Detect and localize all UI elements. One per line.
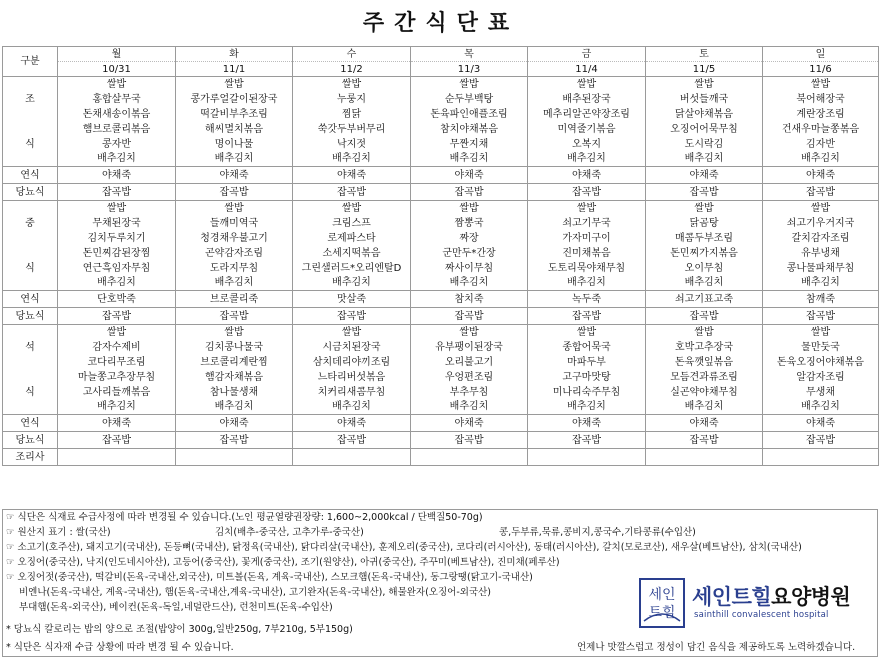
- lunch-label: [3, 246, 58, 261]
- hospital-name-main: 세인트힐: [692, 585, 772, 609]
- breakfast-dish: 쌀밥: [176, 77, 293, 92]
- lunch-dish: 배추김치: [58, 276, 176, 291]
- dinner-soft-item: 야채죽: [411, 415, 528, 432]
- breakfast-dish: 배추김치: [411, 152, 528, 167]
- date-header: 11/6: [763, 62, 879, 77]
- dinner-dish: 모듬견과류조림: [646, 370, 763, 385]
- breakfast-soft-item: 야채죽: [176, 167, 293, 184]
- lunch-dish: 쇠고기무국: [528, 216, 646, 231]
- lunch-soft-label: 연식: [3, 291, 58, 308]
- cook-signature-cell: [763, 449, 879, 466]
- logo-mark-top: 세인: [648, 587, 676, 603]
- breakfast-dish: 오복지: [528, 137, 646, 152]
- breakfast-diabetic-label: 당뇨식: [3, 184, 58, 201]
- breakfast-dish: 배추김치: [528, 152, 646, 167]
- lunch-diabetic-item: 잡곡밥: [411, 308, 528, 325]
- lunch-dish: 그린샐러드*오리엔탈D: [293, 261, 411, 276]
- dinner-dish: 실곤약야채무침: [646, 385, 763, 400]
- breakfast-dish: 무짠지채: [411, 137, 528, 152]
- breakfast-dish: 쌀밥: [763, 77, 879, 92]
- cook-signature-cell: [176, 449, 293, 466]
- lunch-soft-item: 참치죽: [411, 291, 528, 308]
- breakfast-dish: 메추리알곤약장조림: [528, 107, 646, 122]
- day-header: 토: [646, 47, 763, 62]
- breakfast-diabetic-item: 잡곡밥: [763, 184, 879, 201]
- breakfast-dish: 건새우마늘쫑볶음: [763, 122, 879, 137]
- lunch-dish: 쌀밥: [646, 201, 763, 216]
- breakfast-label: [3, 107, 58, 122]
- lunch-dish: 도라지무침: [176, 261, 293, 276]
- breakfast-dish: 북어해장국: [763, 92, 879, 107]
- note-origin-meat: ☞ 소고기(호주산), 돼지고기(국내산), 돈등뼈(국내산), 닭정육(국내산), 닭다리살(국내산), 훈제오리(중국산), 코다리(러시아산), 동태(러시아산), 갈치(모로코산), 새우살(베트남산), 삼치(국내산): [6, 542, 802, 553]
- breakfast-diabetic-row: [3, 184, 879, 201]
- breakfast-dish: 김자반: [763, 137, 879, 152]
- date-header: 11/2: [293, 62, 411, 77]
- dinner-dish: 부추무침: [411, 385, 528, 400]
- note-origin-processed-1: ☞ 오징어젓(중국산), 떡갈비(돈육-국내산,외국산), 미트볼(돈육, 계육-국내산), 스모크햄(돈육-국내산), 동그랑땡(닭고기-국내산): [6, 572, 533, 583]
- lunch-dish: 배추김치: [293, 276, 411, 291]
- breakfast-dish: 해씨멸치볶음: [176, 122, 293, 137]
- dinner-diabetic-row: [3, 432, 879, 449]
- dinner-row: [3, 325, 879, 340]
- lunch-dish: 군만두*간장: [411, 246, 528, 261]
- lunch-dish: 쇠고기우거지국: [763, 216, 879, 231]
- breakfast-diabetic-item: 잡곡밥: [411, 184, 528, 201]
- lunch-dish: 배추김치: [763, 276, 879, 291]
- lunch-dish: 배추김치: [528, 276, 646, 291]
- day-header: 금: [528, 47, 646, 62]
- dinner-dish: 치커리새콤무침: [293, 385, 411, 400]
- breakfast-soft-item: 야채죽: [411, 167, 528, 184]
- lunch-dish: 돈민찌가지볶음: [646, 246, 763, 261]
- breakfast-dish: 돈채새송이볶음: [58, 107, 176, 122]
- dinner-label: [3, 355, 58, 370]
- dinner-dish: 배추김치: [58, 400, 176, 415]
- dinner-dish: 쌀밥: [293, 325, 411, 340]
- note-diabetic-calorie: * 당뇨식 칼로리는 밥의 양으로 조절(밥양이 300g,일반250g, 7부210g, 5부150g): [6, 624, 353, 635]
- dinner-dish: 배추김치: [176, 400, 293, 415]
- hospital-logo-mark-icon: [638, 577, 686, 629]
- dinner-dish: 시금치된장국: [293, 340, 411, 355]
- dinner-row: [3, 385, 879, 400]
- day-row: [3, 47, 879, 62]
- breakfast-dish: 홍합살무국: [58, 92, 176, 107]
- dinner-dish: 쌀밥: [176, 325, 293, 340]
- dinner-soft-item: 야채죽: [58, 415, 176, 432]
- breakfast-dish: 명이나물: [176, 137, 293, 152]
- breakfast-dish: 찜닭: [293, 107, 411, 122]
- dinner-dish: 돈육깻잎볶음: [646, 355, 763, 370]
- breakfast-dish: 도시락김: [646, 137, 763, 152]
- dinner-dish: 마파두부: [528, 355, 646, 370]
- day-header: 수: [293, 47, 411, 62]
- breakfast-row: [3, 137, 879, 152]
- lunch-soft-item: 녹두죽: [528, 291, 646, 308]
- day-header: 월: [58, 47, 176, 62]
- breakfast-soft-row: [3, 167, 879, 184]
- lunch-label: [3, 231, 58, 246]
- breakfast-dish: 쑥갓두부버무리: [293, 122, 411, 137]
- dinner-dish: 삼치데리야끼조림: [293, 355, 411, 370]
- lunch-row: [3, 231, 879, 246]
- breakfast-label: 조: [3, 92, 58, 107]
- lunch-dish: 로제파스타: [293, 231, 411, 246]
- lunch-dish: 갈치감자조림: [763, 231, 879, 246]
- dinner-label: [3, 325, 58, 340]
- dinner-dish: 우엉편조림: [411, 370, 528, 385]
- lunch-dish: 연근흑임자무침: [58, 261, 176, 276]
- dinner-diabetic-item: 잡곡밥: [646, 432, 763, 449]
- lunch-dish: 배추김치: [646, 276, 763, 291]
- lunch-label: 식: [3, 261, 58, 276]
- cook-label: 조리사: [3, 449, 58, 466]
- lunch-dish: 쌀밥: [528, 201, 646, 216]
- dinner-soft-item: 야채죽: [763, 415, 879, 432]
- dinner-dish: 햄감자채볶음: [176, 370, 293, 385]
- lunch-label: 중: [3, 216, 58, 231]
- dinner-dish: 고사리들깨볶음: [58, 385, 176, 400]
- dinner-dish: 무생채: [763, 385, 879, 400]
- note-supply-change: * 식단은 식자재 수급 상황에 따라 변경 될 수 있습니다.: [6, 642, 234, 653]
- breakfast-dish: 버섯들깨국: [646, 92, 763, 107]
- lunch-diabetic-row: [3, 308, 879, 325]
- breakfast-soft-label: 연식: [3, 167, 58, 184]
- breakfast-dish: 계란장조림: [763, 107, 879, 122]
- lunch-soft-item: 쇠고기표고죽: [646, 291, 763, 308]
- breakfast-diabetic-item: 잡곡밥: [646, 184, 763, 201]
- dinner-row: [3, 355, 879, 370]
- dinner-dish: 물만둣국: [763, 340, 879, 355]
- dinner-diabetic-item: 잡곡밥: [763, 432, 879, 449]
- lunch-dish: 유부냉채: [763, 246, 879, 261]
- lunch-dish: 도토리묵야채무침: [528, 261, 646, 276]
- dinner-soft-label: 연식: [3, 415, 58, 432]
- breakfast-row: [3, 107, 879, 122]
- day-header: 화: [176, 47, 293, 62]
- breakfast-dish: 콩가루얼갈이된장국: [176, 92, 293, 107]
- breakfast-dish: 누룽지: [293, 92, 411, 107]
- dinner-diabetic-label: 당뇨식: [3, 432, 58, 449]
- dinner-dish: 김치콩나물국: [176, 340, 293, 355]
- lunch-diabetic-item: 잡곡밥: [646, 308, 763, 325]
- lunch-dish: 곤약감자조림: [176, 246, 293, 261]
- cook-signature-cell: [528, 449, 646, 466]
- dinner-row: [3, 340, 879, 355]
- breakfast-row: [3, 77, 879, 92]
- dinner-label: 식: [3, 385, 58, 400]
- page-title: 주간식단표: [362, 11, 520, 36]
- breakfast-label: [3, 152, 58, 167]
- lunch-dish: 짜장: [411, 231, 528, 246]
- dinner-row: [3, 370, 879, 385]
- breakfast-diabetic-item: 잡곡밥: [528, 184, 646, 201]
- note-origin-processed-2: 비엔나(돈육-국내산, 계육-국내산), 햄(돈육-국내산,계육-국내산), 고기완자(돈육-국내산), 해물완자(오징어-외국산): [19, 587, 492, 598]
- note-origin-processed-3: 부대햄(돈육-외국산), 베이컨(돈육-독일,네덜란드산), 런천미트(돈육-수입산): [19, 602, 333, 613]
- day-header: 일: [763, 47, 879, 62]
- breakfast-diabetic-item: 잡곡밥: [58, 184, 176, 201]
- dinner-dish: 쌀밥: [763, 325, 879, 340]
- lunch-soft-row: [3, 291, 879, 308]
- lunch-dish: 짬뽕국: [411, 216, 528, 231]
- date-header: 11/5: [646, 62, 763, 77]
- lunch-row: [3, 261, 879, 276]
- lunch-dish: 크림스프: [293, 216, 411, 231]
- dinner-label: [3, 400, 58, 415]
- lunch-dish: 김치두루치기: [58, 231, 176, 246]
- breakfast-soft-item: 야채죽: [293, 167, 411, 184]
- breakfast-dish: 배추김치: [176, 152, 293, 167]
- dinner-label: [3, 370, 58, 385]
- lunch-dish: 배추김치: [176, 276, 293, 291]
- dinner-dish: 배추김치: [646, 400, 763, 415]
- dinner-soft-item: 야채죽: [646, 415, 763, 432]
- lunch-soft-item: 맛살죽: [293, 291, 411, 308]
- category-header: 구분: [3, 47, 58, 77]
- dinner-dish: 쌀밥: [411, 325, 528, 340]
- dinner-dish: 유부팽이된장국: [411, 340, 528, 355]
- lunch-dish: 가자미구이: [528, 231, 646, 246]
- breakfast-dish: 참치야채볶음: [411, 122, 528, 137]
- lunch-dish: 콩나물파채무침: [763, 261, 879, 276]
- date-header: 11/3: [411, 62, 528, 77]
- breakfast-dish: 배추김치: [763, 152, 879, 167]
- dinner-soft-item: 야채죽: [528, 415, 646, 432]
- cook-signature-cell: [411, 449, 528, 466]
- dinner-dish: 배추김치: [763, 400, 879, 415]
- breakfast-dish: 배추김치: [58, 152, 176, 167]
- dinner-row: [3, 400, 879, 415]
- lunch-soft-item: 브로콜리죽: [176, 291, 293, 308]
- breakfast-soft-item: 야채죽: [763, 167, 879, 184]
- dinner-dish: 감자수제비: [58, 340, 176, 355]
- note-origin-rice: ☞ 원산지 표기 : 쌀(국산): [6, 527, 111, 538]
- dinner-dish: 호박고추장국: [646, 340, 763, 355]
- lunch-diabetic-item: 잡곡밥: [528, 308, 646, 325]
- breakfast-row: [3, 152, 879, 167]
- dinner-soft-item: 야채죽: [293, 415, 411, 432]
- breakfast-dish: 배추김치: [293, 152, 411, 167]
- lunch-diabetic-label: 당뇨식: [3, 308, 58, 325]
- lunch-dish: 매콤두부조림: [646, 231, 763, 246]
- dinner-soft-item: 야채죽: [176, 415, 293, 432]
- dinner-diabetic-item: 잡곡밥: [528, 432, 646, 449]
- note-meal-change: ☞ 식단은 식재료 수급사정에 따라 변경될 수 있습니다.(노인 평균열량권장량: 1,600~2,000kcal / 단백질50-70g): [6, 512, 483, 523]
- breakfast-soft-item: 야채죽: [528, 167, 646, 184]
- hospital-name-suffix: 요양병원: [771, 585, 851, 609]
- dinner-dish: 브로콜리계란찜: [176, 355, 293, 370]
- dinner-diabetic-item: 잡곡밥: [176, 432, 293, 449]
- breakfast-dish: 쌀밥: [293, 77, 411, 92]
- lunch-dish: 쌀밥: [293, 201, 411, 216]
- dinner-dish: 느타리버섯볶음: [293, 370, 411, 385]
- dinner-dish: 쌀밥: [646, 325, 763, 340]
- date-header: 11/4: [528, 62, 646, 77]
- dinner-dish: 코다리무조림: [58, 355, 176, 370]
- breakfast-dish: 콩자반: [58, 137, 176, 152]
- breakfast-diabetic-item: 잡곡밥: [176, 184, 293, 201]
- dinner-dish: 쌀밥: [528, 325, 646, 340]
- breakfast-row: [3, 92, 879, 107]
- logo-mark-bottom: 트힐: [648, 605, 676, 621]
- lunch-soft-item: 단호박죽: [58, 291, 176, 308]
- dinner-dish: 고구마맛탕: [528, 370, 646, 385]
- dinner-soft-row: [3, 415, 879, 432]
- day-header: 목: [411, 47, 528, 62]
- breakfast-dish: 햄브로콜리볶음: [58, 122, 176, 137]
- lunch-dish: 쌀밥: [411, 201, 528, 216]
- cook-signature-cell: [646, 449, 763, 466]
- dinner-dish: 종합어묵국: [528, 340, 646, 355]
- lunch-dish: 들깨미역국: [176, 216, 293, 231]
- note-origin-kimchi: 김치(배추-중국산, 고추가루-중국산): [215, 527, 364, 538]
- dinner-dish: 마늘쫑고추장무침: [58, 370, 176, 385]
- lunch-row: [3, 246, 879, 261]
- hospital-logo: [638, 577, 878, 629]
- note-origin-seafood: ☞ 오징어(중국산), 낙지(인도네시아산), 고등어(중국산), 꽃게(중국산), 조기(원양산), 아귀(중국산), 주꾸미(베트남산), 진미채(페루산): [6, 557, 560, 568]
- breakfast-dish: 미역줄기볶음: [528, 122, 646, 137]
- breakfast-diabetic-item: 잡곡밥: [293, 184, 411, 201]
- breakfast-dish: 순두부백탕: [411, 92, 528, 107]
- lunch-dish: 돈민찌감된장찜: [58, 246, 176, 261]
- lunch-dish: 오이무침: [646, 261, 763, 276]
- dinner-dish: 쌀밥: [58, 325, 176, 340]
- breakfast-dish: 쌀밥: [528, 77, 646, 92]
- dinner-dish: 참나물생채: [176, 385, 293, 400]
- date-header: 10/31: [58, 62, 176, 77]
- lunch-dish: 쌀밥: [176, 201, 293, 216]
- breakfast-dish: 닭살야채볶음: [646, 107, 763, 122]
- lunch-diabetic-item: 잡곡밥: [293, 308, 411, 325]
- lunch-diabetic-item: 잡곡밥: [763, 308, 879, 325]
- lunch-dish: 짜사이무침: [411, 261, 528, 276]
- lunch-diabetic-item: 잡곡밥: [58, 308, 176, 325]
- hospital-english-name: sainthill convalescent hospital: [694, 610, 829, 620]
- breakfast-dish: 쌀밥: [646, 77, 763, 92]
- dinner-dish: 배추김치: [293, 400, 411, 415]
- lunch-dish: 쌀밥: [58, 201, 176, 216]
- breakfast-dish: 돈육파인애플조림: [411, 107, 528, 122]
- dinner-dish: 배추김치: [411, 400, 528, 415]
- breakfast-label: 식: [3, 137, 58, 152]
- breakfast-dish: 낙지젓: [293, 137, 411, 152]
- cook-signature-cell: [58, 449, 176, 466]
- lunch-row: [3, 276, 879, 291]
- breakfast-row: [3, 122, 879, 137]
- dinner-diabetic-item: 잡곡밥: [58, 432, 176, 449]
- lunch-dish: 소세지떡볶음: [293, 246, 411, 261]
- breakfast-soft-item: 야채죽: [646, 167, 763, 184]
- lunch-dish: 무채된장국: [58, 216, 176, 231]
- breakfast-soft-item: 야채죽: [58, 167, 176, 184]
- lunch-label: [3, 201, 58, 216]
- date-row: [3, 62, 879, 77]
- dinner-dish: 알감자조림: [763, 370, 879, 385]
- weekly-menu-table: [2, 46, 879, 466]
- dinner-diabetic-item: 잡곡밥: [411, 432, 528, 449]
- lunch-dish: 쌀밥: [763, 201, 879, 216]
- lunch-dish: 청경채우불고기: [176, 231, 293, 246]
- breakfast-label: [3, 77, 58, 92]
- date-header: 11/1: [176, 62, 293, 77]
- dinner-dish: 오리불고기: [411, 355, 528, 370]
- cook-row: [3, 449, 879, 466]
- breakfast-dish: 배추김치: [646, 152, 763, 167]
- dinner-dish: 돈육오징어야채볶음: [763, 355, 879, 370]
- lunch-dish: 닭곰탕: [646, 216, 763, 231]
- lunch-dish: 진미채볶음: [528, 246, 646, 261]
- lunch-diabetic-item: 잡곡밥: [176, 308, 293, 325]
- dinner-label: 석: [3, 340, 58, 355]
- breakfast-label: [3, 122, 58, 137]
- lunch-label: [3, 276, 58, 291]
- dinner-diabetic-item: 잡곡밥: [293, 432, 411, 449]
- dinner-dish: 미나리숙주무침: [528, 385, 646, 400]
- breakfast-dish: 떡갈비부추조림: [176, 107, 293, 122]
- breakfast-dish: 오징어어묵무침: [646, 122, 763, 137]
- breakfast-dish: 쌀밥: [411, 77, 528, 92]
- lunch-soft-item: 참깨죽: [763, 291, 879, 308]
- lunch-dish: 배추김치: [411, 276, 528, 291]
- breakfast-dish: 쌀밥: [58, 77, 176, 92]
- note-promise: 언제나 맛깔스럽고 정성이 담긴 음식을 제공하도록 노력하겠습니다.: [577, 642, 856, 653]
- cook-signature-cell: [293, 449, 411, 466]
- dinner-dish: 배추김치: [528, 400, 646, 415]
- breakfast-dish: 배추된장국: [528, 92, 646, 107]
- lunch-row: [3, 201, 879, 216]
- hospital-name: [692, 581, 850, 611]
- note-origin-beans: 콩,두부류,묵류,콩비지,콩국수,기타콩류(수입산): [499, 527, 696, 538]
- lunch-row: [3, 216, 879, 231]
